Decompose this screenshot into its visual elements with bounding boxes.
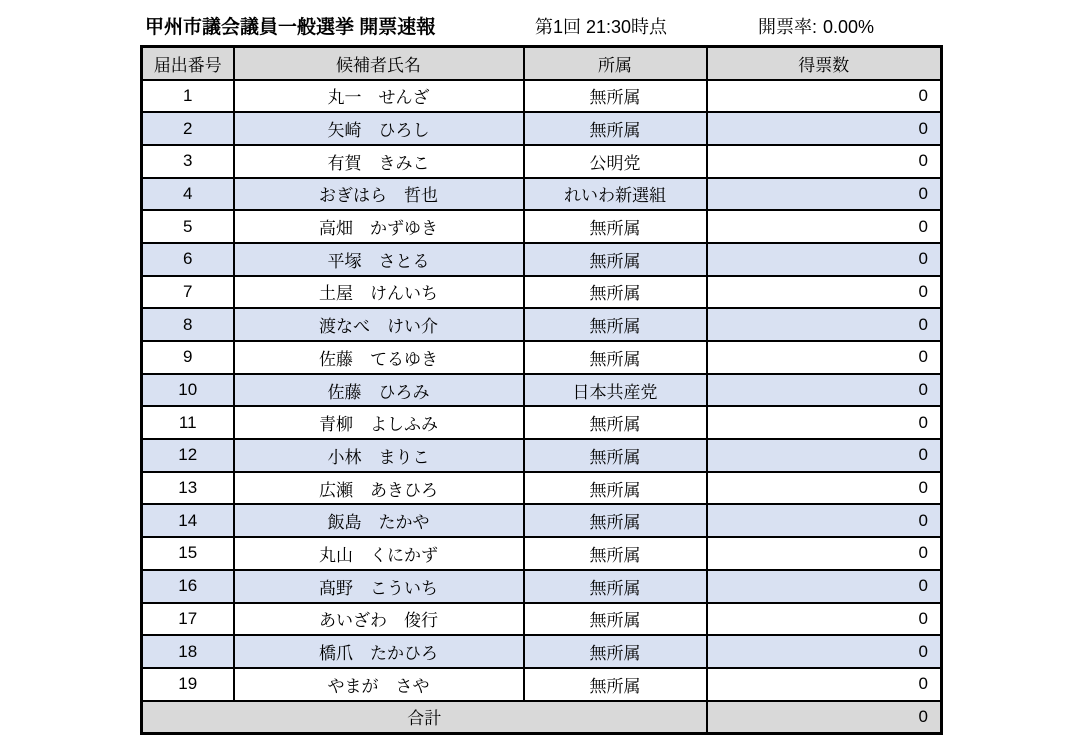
candidate-party: 無所属 [524, 635, 707, 668]
candidate-name: 髙野 こういち [234, 570, 524, 603]
candidate-party: 無所属 [524, 210, 707, 243]
candidate-name: 小林 まりこ [234, 439, 524, 472]
column-header-entry-number: 届出番号 [142, 47, 234, 80]
candidate-votes: 0 [707, 80, 942, 113]
candidate-name: 広瀬 あきひろ [234, 472, 524, 505]
results-table [140, 45, 943, 735]
candidate-name: 渡なべ けい介 [234, 308, 524, 341]
candidate-entry-number: 6 [142, 243, 234, 276]
candidate-votes: 0 [707, 504, 942, 537]
candidate-votes: 0 [707, 308, 942, 341]
table-row [142, 80, 942, 113]
candidate-votes: 0 [707, 537, 942, 570]
candidate-entry-number: 14 [142, 504, 234, 537]
candidate-name: あいざわ 俊行 [234, 603, 524, 636]
candidate-party: 無所属 [524, 276, 707, 309]
table-row [142, 504, 942, 537]
candidate-party: 無所属 [524, 308, 707, 341]
table-row [142, 668, 942, 701]
candidate-votes: 0 [707, 472, 942, 505]
candidate-votes: 0 [707, 439, 942, 472]
table-row [142, 308, 942, 341]
candidate-entry-number: 18 [142, 635, 234, 668]
candidate-party: 無所属 [524, 439, 707, 472]
candidate-party: 無所属 [524, 341, 707, 374]
table-row [142, 243, 942, 276]
candidate-name: 丸山 くにかず [234, 537, 524, 570]
candidate-party: 無所属 [524, 112, 707, 145]
candidate-name: 平塚 さとる [234, 243, 524, 276]
table-row [142, 603, 942, 636]
candidate-name: 矢崎 ひろし [234, 112, 524, 145]
column-header-candidate-name: 候補者氏名 [234, 47, 524, 80]
candidate-party: 無所属 [524, 537, 707, 570]
candidate-name: 高畑 かずゆき [234, 210, 524, 243]
candidate-entry-number: 10 [142, 374, 234, 407]
candidate-name: 橋爪 たかひろ [234, 635, 524, 668]
total-label: 合計 [142, 701, 707, 734]
column-header-votes: 得票数 [707, 47, 942, 80]
candidate-party: 無所属 [524, 668, 707, 701]
candidate-party: 無所属 [524, 80, 707, 113]
candidate-entry-number: 8 [142, 308, 234, 341]
table-row [142, 472, 942, 505]
candidate-party: 無所属 [524, 603, 707, 636]
table-row [142, 537, 942, 570]
candidate-entry-number: 15 [142, 537, 234, 570]
candidate-name: 丸一 せんざ [234, 80, 524, 113]
candidate-votes: 0 [707, 210, 942, 243]
candidate-name: 佐藤 ひろみ [234, 374, 524, 407]
candidate-party: 無所属 [524, 243, 707, 276]
candidate-entry-number: 17 [142, 603, 234, 636]
candidate-votes: 0 [707, 570, 942, 603]
table-row [142, 341, 942, 374]
candidate-party: 無所属 [524, 406, 707, 439]
candidate-name: 飯島 たかや [234, 504, 524, 537]
candidate-name: 佐藤 てるゆき [234, 341, 524, 374]
candidate-party: 公明党 [524, 145, 707, 178]
table-row [142, 374, 942, 407]
candidate-name: 有賀 きみこ [234, 145, 524, 178]
table-row [142, 276, 942, 309]
candidate-votes: 0 [707, 145, 942, 178]
table-row [142, 406, 942, 439]
candidate-entry-number: 1 [142, 80, 234, 113]
report-round-timestamp: 第1回 21:30時点 [535, 17, 668, 37]
candidate-votes: 0 [707, 668, 942, 701]
table-header-row [142, 47, 942, 80]
candidate-party: 無所属 [524, 472, 707, 505]
turnout-rate-label: 開票率: [758, 17, 818, 37]
candidate-entry-number: 9 [142, 341, 234, 374]
table-row [142, 635, 942, 668]
table-row [142, 112, 942, 145]
candidate-entry-number: 11 [142, 406, 234, 439]
turnout-rate [758, 13, 874, 39]
table-row [142, 570, 942, 603]
candidate-party: 無所属 [524, 504, 707, 537]
candidate-entry-number: 19 [142, 668, 234, 701]
candidate-name: 土屋 けんいち [234, 276, 524, 309]
candidate-party: 無所属 [524, 570, 707, 603]
candidate-votes: 0 [707, 276, 942, 309]
column-header-party: 所属 [524, 47, 707, 80]
candidate-votes: 0 [707, 603, 942, 636]
candidate-entry-number: 3 [142, 145, 234, 178]
candidate-votes: 0 [707, 112, 942, 145]
candidate-votes: 0 [707, 341, 942, 374]
candidate-votes: 0 [707, 406, 942, 439]
table-row [142, 210, 942, 243]
candidate-entry-number: 2 [142, 112, 234, 145]
candidate-name: 青柳 よしふみ [234, 406, 524, 439]
total-row [142, 701, 942, 734]
table-row [142, 145, 942, 178]
candidate-entry-number: 7 [142, 276, 234, 309]
candidate-party: れいわ新選組 [524, 178, 707, 211]
candidate-entry-number: 13 [142, 472, 234, 505]
candidate-party: 日本共産党 [524, 374, 707, 407]
table-row [142, 439, 942, 472]
candidate-entry-number: 4 [142, 178, 234, 211]
candidate-votes: 0 [707, 374, 942, 407]
candidate-entry-number: 5 [142, 210, 234, 243]
candidate-name: おぎはら 哲也 [234, 178, 524, 211]
candidate-votes: 0 [707, 178, 942, 211]
candidate-entry-number: 12 [142, 439, 234, 472]
turnout-rate-value: 0.00% [823, 17, 875, 37]
candidate-votes: 0 [707, 243, 942, 276]
candidate-votes: 0 [707, 635, 942, 668]
candidate-entry-number: 16 [142, 570, 234, 603]
page-title: 甲州市議会議員一般選挙 開票速報 [145, 17, 436, 38]
candidate-name: やまが さや [234, 668, 524, 701]
total-votes: 0 [707, 701, 942, 734]
table-row [142, 178, 942, 211]
